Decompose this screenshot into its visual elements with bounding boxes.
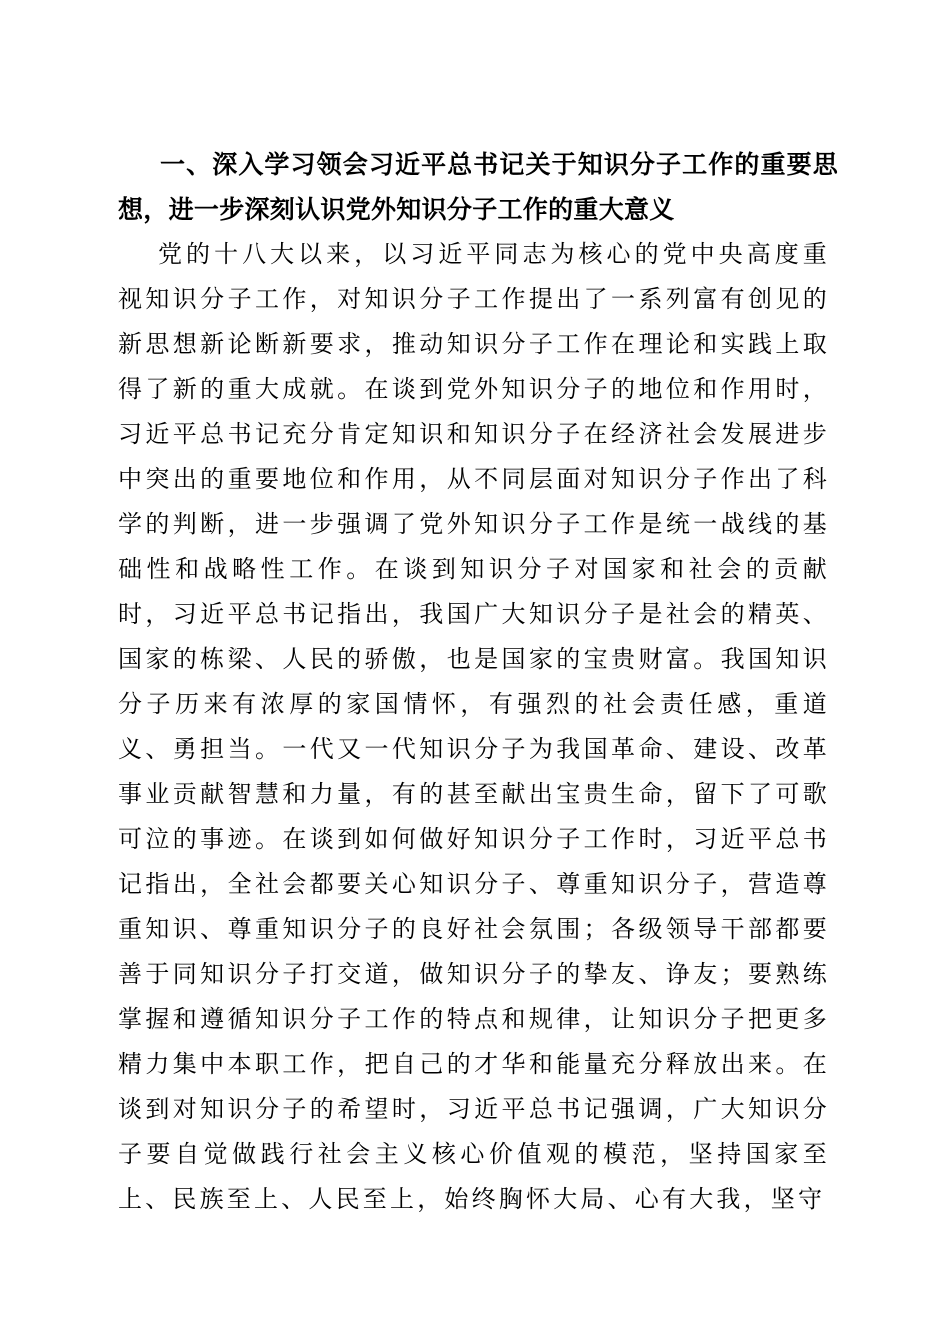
section-heading: 一、深入学习领会习近平总书记关于知识分子工作的重要思想，进一步深刻认识党外知识分子工作的重大意义 bbox=[118, 150, 838, 224]
body-paragraph: 党的十八大以来，以习近平同志为核心的党中央高度重视知识分子工作，对知识分子工作提出了一系列富有创见的新思想新论断新要求，推动知识分子工作在理论和实践上取得了新的重大成就。在谈到党外知识分子的地位和作用时，习近平总书记充分肯定知识和知识分子在经济社会发展进步中突出的重要地位和作用，从不同层面对知识分子作出了科学的判断，进一步强调了党外知识分子工作是统一战线的基础性和战略性工作。在谈到知识分子对国家和社会的贡献时，习近平总书记指出，我国广大知识分子是社会的精英、国家的栋梁、人民的骄傲，也是国家的宝贵财富。我国知识分子历来有浓厚的家国情怀，有强烈的社会责任感，重道义、勇担当。一代又一代知识分子为我国革命、建设、改革事业贡献智慧和力量，有的甚至献出宝贵生命，留下了可歌可泣的事迹。在谈到如何做好知识分子工作时，习近平总书记指出，全社会都要关心知识分子、尊重知识分子，营造尊重知识、尊重知识分子的良好社会氛围；各级领导干部都要善于同知识分子打交道，做知识分子的挚友、诤友；要熟练掌握和遵循知识分子工作的特点和规律，让知识分子把更多精力集中本职工作，把自己的才华和能量充分释放出来。在谈到对知识分子的希望时，习近平总书记强调，广大知识分子要自觉做践行社会主义核心价值观的模范，坚持国家至上、民族至上、人民至上，始终胸怀大局、心有大我，坚守 bbox=[118, 240, 830, 1213]
